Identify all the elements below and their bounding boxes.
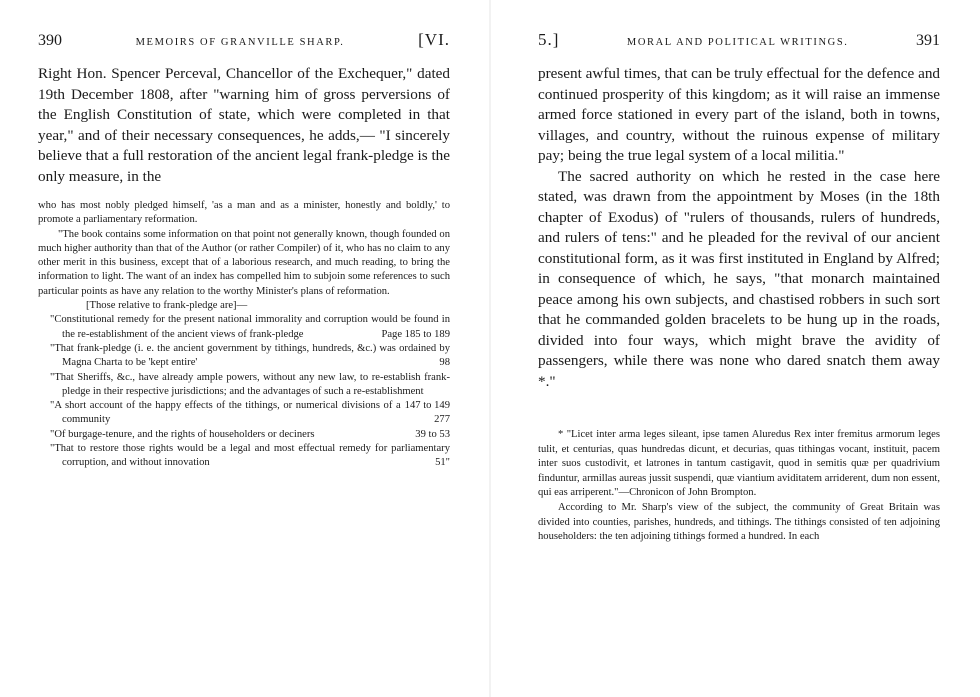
page-number: 390 [38,32,62,49]
list-item [38,371,450,412]
right-page [490,0,980,697]
small-print-block [38,199,450,471]
list-item [38,442,450,471]
reference-list [38,313,450,470]
reference-text: "That Sheriffs, &c., have already ample powers, without any new law, to re-establish frank-pledge in their respective jurisdictions; and the advantages of such a re-establishment [50,371,450,397]
running-head: MEMOIRS OF GRANVILLE SHARP. [135,37,345,48]
body-paragraph: present awful times, that can be truly effectual for the defence and continued prosperity of this kingdom; as it will raise an immense armed force stationed in every part of the island, both in towns, villages, and country, without the ruinous expense of military pay; being the true legal system of a local militia." [538,65,941,164]
reference-page: Page 185 to 189 [377,328,450,342]
bracket-line: [Those relative to frank-pledge are]— [86,300,248,312]
body-paragraph: The sacred authority on which he rested in the case here stated, was drawn from the appointment by Moses (in the 18th chapter of Exodus) of "rulers of thousands, rulers of hundreds, and rulers of tens:" and he pleaded for the revival of our ancient constitutional form, as it was first instituted in England by Alfred; in consequence of which, he says, "that monarch maintained peace among his own subjects, and chastised robbers in such sort that he commanded golden bracelets to be hung up in the roads, divided into four ways, which might brave the avidity of passengers, while there was none who dared snatch them away *." [538,167,940,390]
list-item [38,428,450,442]
small-paragraph: who has most nobly pledged himself, 'as a man and as a minister, honestly and boldly,' to promote a parliamentary reformation. [38,200,450,226]
footnote: * "Licet inter arma leges sileant, ipse tamen Aluredus Rex inter fremitus armorum leges tulit, et centurias, quas hundredas dicunt, et decurias, quas tithingas vocant, instituit, pacem inter suos custodivit, et latrones in tantum castigavit, quod in semitis quæ per quadrivium finduntur, armillas aureas jussit suspendi, quæ viantium aviditatem arriderent, dum non essent, qui eas arriperent."—Chronicon of John Brompton. [538,429,940,499]
reference-text: "That frank-pledge (i. e. the ancient government by tithings, hundreds, &c.) was ordained by Magna Charta to be 'kept entire' [50,342,450,369]
right-header [538,30,940,50]
reference-page: 147 to 149 [401,399,450,413]
reference-text: "Constitutional remedy for the present national immorality and corruption would be found in the re-establishment of the ancient views of frank-pledge [50,314,450,340]
reference-page: 277 [430,413,450,427]
list-item [38,342,450,371]
page-number: 391 [915,32,940,49]
reference-page: 51" [431,456,450,470]
chapter-marker: 5.] [538,30,560,49]
list-item [38,313,450,342]
small-paragraph: "The book contains some information on that point not generally known, though founded on much higher authority than that of the Author (or rather Compiler) of it, who has no claim to any other merit in this business, except that of a laborious research, and much reading, to bring the information to light. The want of an index has compelled him to subjoin some references to such particular points as have any relation to the worthy Minister's plans of reformation. [38,228,450,297]
reference-page: 98 [435,356,450,370]
reference-text: "A short account of the happy effects of the tithings, or numerical divisions of a community [50,400,401,426]
reference-page: 39 to 53 [411,428,450,442]
running-head: MORAL AND POLITICAL WRITINGS. [626,37,849,48]
separator-space [538,392,940,428]
footnote-continuation: According to Mr. Sharp's view of the subject, the community of Great Britain was divided into counties, parishes, hundreds, and tithings. The tithings consisted of ten adjoining householders: the ten adjoining tithings formed a hundred. In each [538,501,940,543]
main-paragraph: Right Hon. Spencer Perceval, Chancellor of the Exchequer," dated 19th December 1808, after "warning him of gross perversions of the English Constitution of state, which were completed in that year," and of their necessary consequences, he adds,— "I sincerely believe that a full restoration of the ancient legal frank-pledge is the only measure, in the [38,65,451,185]
list-item [38,399,450,428]
left-header [38,30,450,50]
chapter-marker: [VI. [418,30,450,49]
reference-text: "Of burgage-tenure, and the rights of householders or deciners [50,428,315,440]
reference-text: "That to restore those rights would be a legal and most effectual remedy for parliamentary corruption, and without innovation [50,443,450,469]
